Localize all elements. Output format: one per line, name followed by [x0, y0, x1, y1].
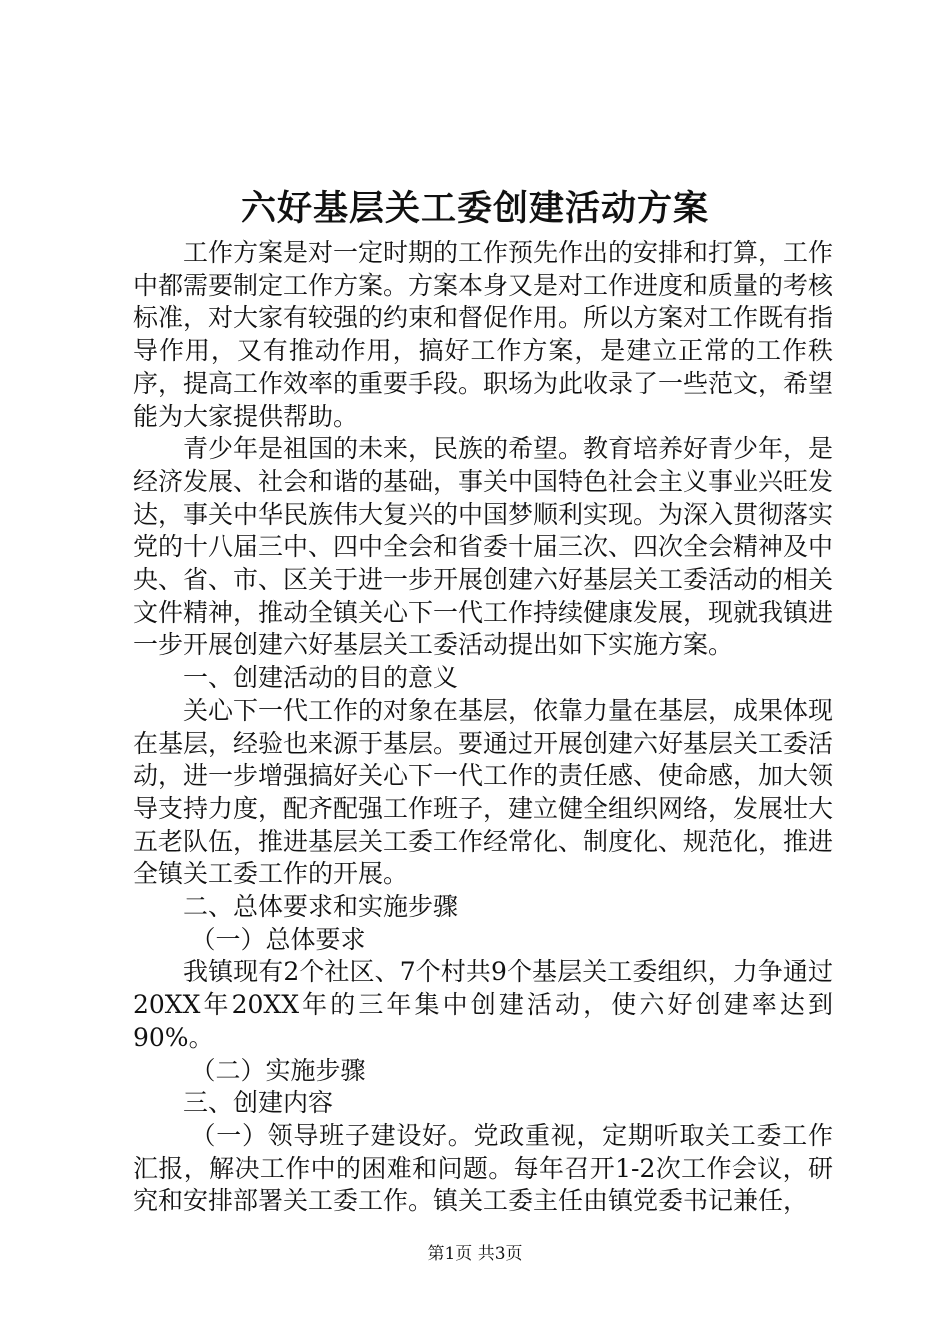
paragraph-background: 青少年是祖国的未来，民族的希望。教育培养好青少年，是经济发展、社会和谐的基础，事关中国特色社会主义事业兴旺发达，事关中华民族伟大复兴的中国梦顺利实现。为深入贯彻落实党的十八届三中、四中全会和省委十届三次、四次全会精神及中央、省、市、区关于进一步开展创建六好基层关工委活动的相关文件精神，推动全镇关心下一代工作持续健康发展，现就我镇进一步开展创建六好基层关工委活动提出如下实施方案。 [133, 434, 834, 660]
paragraph-purpose: 关心下一代工作的对象在基层，依靠力量在基层，成果体现在基层，经验也来源于基层。要通过开展创建六好基层关工委活动，进一步增强搞好关心下一代工作的责任感、使命感，加大领导支持力度，配齐配强工作班子，建立健全组织网络，发展壮大五老队伍，推进基层关工委工作经常化、制度化、规范化，推进全镇关工委工作的开展。 [133, 695, 834, 889]
document-title: 六好基层关工委创建活动方案 [240, 188, 709, 229]
subheading-implementation-steps: （二）实施步骤 [190, 1055, 366, 1085]
section-heading-requirements: 二、总体要求和实施步骤 [183, 892, 459, 922]
subheading-overall-requirements: （一）总体要求 [190, 924, 366, 954]
page-footer: 第1页 共3页 [427, 1244, 523, 1264]
paragraph-intro: 工作方案是对一定时期的工作预先作出的安排和打算，工作中都需要制定工作方案。方案本身又是对工作进度和质量的考核标准，对大家有较强的约束和督促作用。所以方案对工作既有指导作用，又有推动作用，搞好工作方案，是建立正常的工作秩序，提高工作效率的重要手段。职场为此收录了一些范文，希望能为大家提供帮助。 [133, 238, 834, 431]
paragraph-requirements: 我镇现有2个社区、7个村共9个基层关工委组织，力争通过20XX年20XX年的三年集中创建活动，使六好创建率达到90%。 [133, 957, 833, 1052]
paragraph-leadership: （一）领导班子建设好。党政重视，定期听取关工委工作汇报，解决工作中的困难和问题。每年召开1-2次工作会议，研究和安排部署关工委工作。镇关工委主任由镇党委书记兼任， [133, 1120, 833, 1216]
section-heading-content: 三、创建内容 [183, 1088, 334, 1118]
document-body [133, 237, 833, 1218]
section-heading-purpose: 一、创建活动的目的意义 [183, 663, 459, 693]
